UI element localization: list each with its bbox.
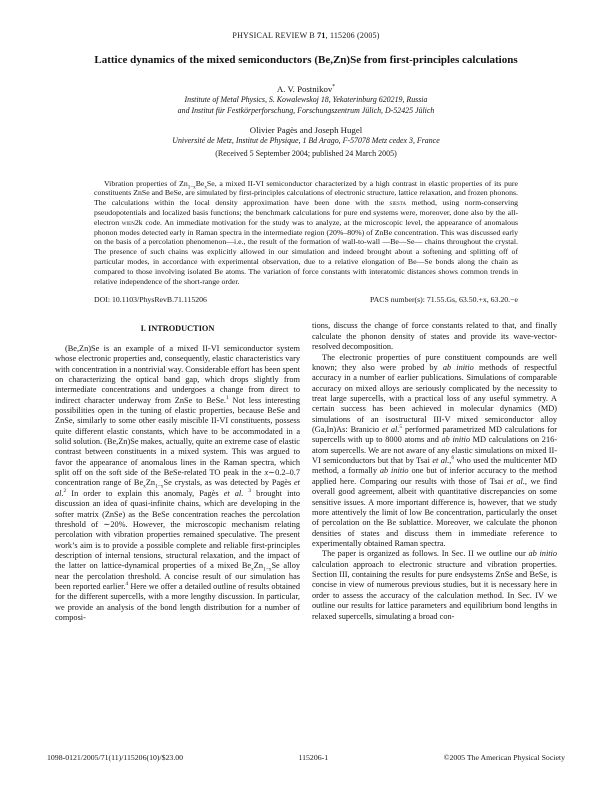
intro-paragraph-1: (Be,Zn)Se is an example of a mixed II-VI semiconductor system whose electronic properties and, consequently, elastic characteristics vary with concentration in a nontrivial way. Considerable effort has been spent on characterizing the optical band gap, which drops slightly from intermediate concentrations and undergoes a change from direct to indirect character underway from ZnSe to BeSe.$^1$ Not less interesting possibilities open in the tuning of elastic properties, because BeSe and ZnSe, similarly to some other easily miscible II-VI constituents, possess quite different elastic constants, which have to be accommodated in a solid solution. (Be,Zn)Se makes, actually, quite an extreme case of elastic contrast between constituents in a mixed system. This was argued to favor the appearance of anomalous lines in the Raman spectra, which split off on the soft side of the BeSe-related TO peak in the x∼0.2–0.7 concentration range of $Be_xZn_{1-x}Se$ crystals, as was detected by Pagès et al.$^2$ In order to explain this anomaly, Pagès et al. $^3$ brought into discussion an idea of quasi-infinite chains, which are developing in the softer matrix (ZnSe) as the BeSe concentration reaches the percolation threshold of ∼20%. However, the microscopic mechanism relating percolation with vibration properties remained speculative. The present work’s aim is to provide a possible complete and reliable first-principles description of internal tensions, structural relaxation, and the impact of the latter on lattice-dynamical properties of a mixed $Be_xZn_{1-x}Se$ alloy near the percolation threshold. A concise result of our simulation has been reported earlier.$^4$ Here we offer a detailed outline of results obtained for the different supercells, with a more lengthy discussion. In particular, we provide an analysis of the bond length distribution for a number of composi- [55,343,301,623]
copyright-text: ©2005 The American Physical Society [443,753,565,762]
abstract-text: Vibration properties of $Zn_{1-x}Be_xSe$, a mixed II-VI semiconductor characterized by a high contrast in elastic properties of its pure constituents ZnSe and BeSe, are simulated by first-principles calculations of electronic structure, lattice relaxation, and frozen phonons. The calculations within the local density approximation have been done with the siesta method, using norm-conserving pseudopotentials and localized basis functions; the benchmark calculations for pure end systems were, moreover, done also by the all-electron wien2k code. An immediate motivation for the study was to analyze, at the microscopic level, the appearance of anomalous phonon modes detected early in Raman spectra in the intermediate region (20%–80%) of ZnBe concentration. This was discussed early on the basis of a percolation phenomenon—i.e., the result of the formation of wall-to-wall —Be—Se— chains throughout the crystal. The presence of such chains was explicitly allowed in our simulation and indeed brought about a softening and splitting off of particular modes, in accordance with experimental observation, due to a relative elongation of Be—Se bonds along the chain as compared to those involving isolated Be atoms. The variation of force constants with interatomic distances shows common trends in relative independence of the short-range order. [94,178,519,286]
page-footer [47,753,565,762]
doi-text: DOI: 10.1103/PhysRevB.71.115206 [94,295,207,305]
intro-paragraph-2: The electronic properties of pure constituent compounds are well known; they also were probed by ab initio methods of respectful accuracy in a number of earlier publications. Simulations of comparable accuracy on mixed alloys are seriously complicated by the necessity to treat large supercells, with a practical loss of any useful symmetry. A certain success has been achieved in molecular dynamics (MD) simulations of an isostructural III-V mixed semiconductor alloy (Ga,In)As: Branicio et al.$^5$ performed parametrized MD calculations for supercells with up to 8000 atoms and ab initio MD calculations on 216-atom supercells. We are not aware of any elastic simulations on mixed II-VI semiconductors but that by Tsai et al.,$^6$ who used the multicenter MD method, a formally ab initio one but of inferior accuracy to the method applied here. Comparing our results with those of Tsai et al., we find overall good agreement, albeit with quantitative discrepancies on some sensitive issues. A more important difference is, however, that we study more attentively the limit of low Be concentration, particularly the onset of percolation on the Be sublattice. Moreover, we calculate the phonon densities of states and discuss them in immediate reference to experimentally obtained Raman spectra. [312,352,558,548]
intro-paragraph-1-continued: tions, discuss the change of force constants related to that, and finally calculate the phonon density of states and provide its wave-vector-resolved decomposition. [312,321,557,352]
author-name: A. V. Postnikov* [276,84,336,95]
affiliation-line-3: Université de Metz, Institut de Physique, 1 Bd Arago, F-57078 Metz cedex 3, France [172,136,440,146]
right-column [312,321,557,623]
coauthor-names: Olivier Pagès and Joseph Hugel [249,125,363,136]
journal-header: PHYSICAL REVIEW B 71, 115206 (2005) [232,31,380,40]
pacs-text: PACS number(s): 71.55.Gs, 63.50.+x, 63.20.−e [370,295,518,305]
affiliation-line-2: and Institut für Festkörperforschung, Forschungszentrum Jülich, D-52425 Jülich [177,106,435,116]
issn-price-text: 1098-0121/2005/71(11)/115206(10)/$23.00 [47,753,184,762]
left-column [55,321,300,623]
page-number: 115206-1 [298,753,329,762]
paper-title: Lattice dynamics of the mixed semiconductors (Be,Zn)Se from first-principles calculations [94,54,518,66]
intro-paragraph-3: The paper is organized as follows. In Sec. II we outline our ab initio calculation approach to electronic structure and vibration properties. Section III, containing the results for pure endsystems ZnSe and BeSe, is concise in view of numerous previous studies, but it is necessary here in order to assess the accuracy of the calculation method. In Sec. IV we outline our results for lattice parameters and equilibrium bond lengths in relaxed supercells, simulating a broad con- [312,549,558,621]
received-published-dates: (Received 5 September 2004; published 24 March 2005) [215,148,397,158]
doi-pacs-row [94,295,518,304]
section-heading-introduction: I. INTRODUCTION [140,324,215,334]
affiliation-line-1: Institute of Metal Physics, S. Kowalewskoj 18, Yekaterinburg 620219, Russia [184,95,428,105]
body-columns [55,321,557,623]
